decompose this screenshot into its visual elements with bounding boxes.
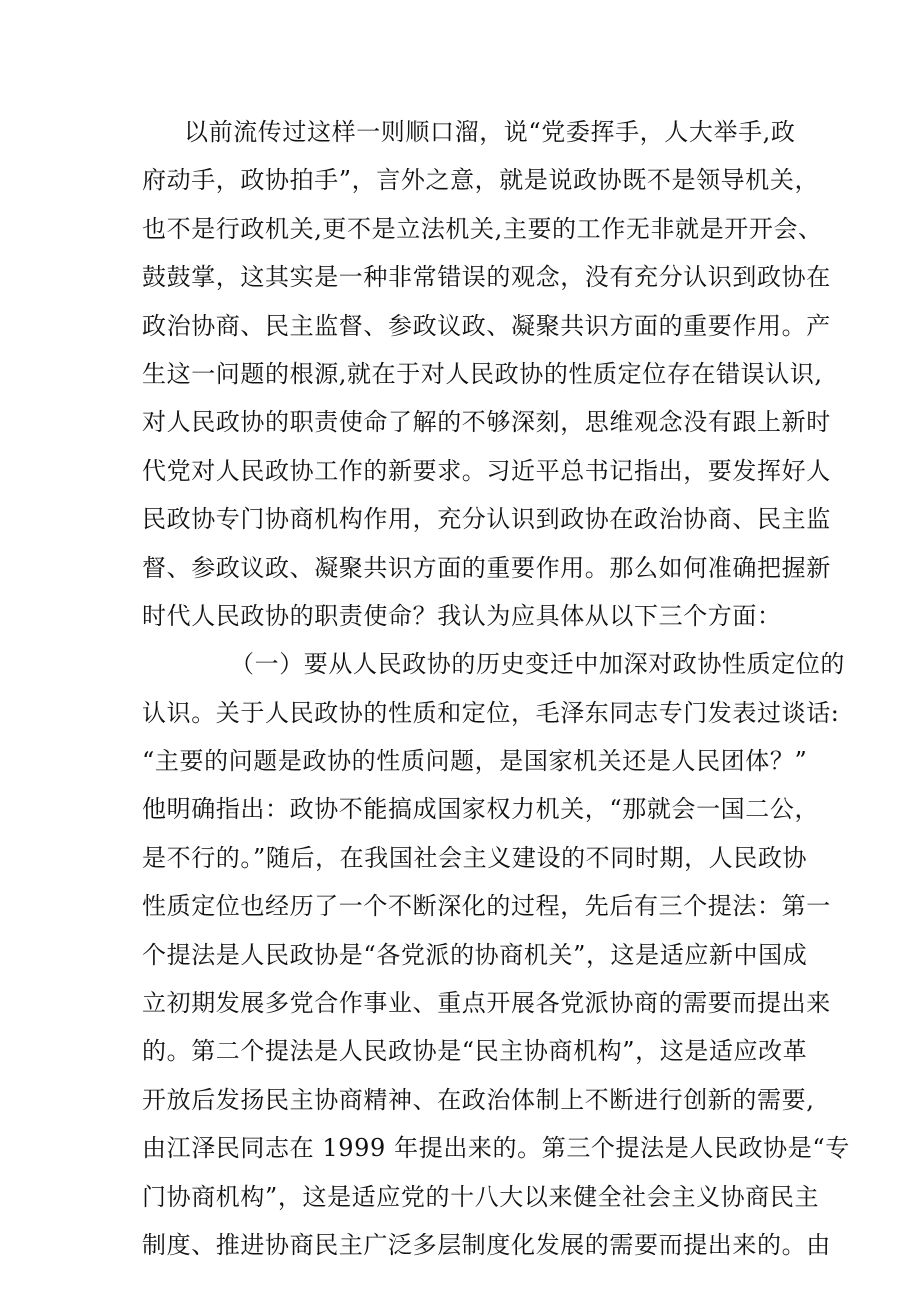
- text-line: 以前流传过这样一则顺口溜，说“党委挥手，人大举手,政: [184, 118, 796, 146]
- text-line: 门协商机构”，这是适应党的十八大以来健全社会主义协商民主: [142, 1182, 820, 1211]
- text-line: 由江泽民同志在 1999 年提出来的。第三个提法是人民政协是“专: [142, 1134, 850, 1163]
- text-line: 府动手，政协拍手”，言外之意，就是说政协既不是领导机关，: [142, 166, 820, 195]
- text-line: 督、参政议政、凝聚共识方面的重要作用。那么如何准确把握新: [142, 553, 831, 582]
- text-line: 开放后发扬民主协商精神、在政治体制上不断进行创新的需要,: [142, 1085, 815, 1114]
- text-line: 生这一问题的根源,就在于对人民政协的性质定位存在错误认识,: [142, 359, 823, 388]
- text-line: 对人民政协的职责使命了解的不够深刻，思维观念没有跟上新时: [142, 408, 831, 437]
- text-line: 也不是行政机关,更不是立法机关,主要的工作无非就是开开会、: [142, 214, 823, 243]
- text-line: 制度、推进协商民主广泛多层制度化发展的需要而提出来的。由: [142, 1230, 831, 1259]
- text-line: 代党对人民政协工作的新要求。习近平总书记指出，要发挥好人: [142, 456, 831, 485]
- text-line: 个提法是人民政协是“各党派的协商机关”，这是适应新中国成: [142, 940, 808, 969]
- text-line: 立初期发展多党合作事业、重点开展各党派协商的需要而提出来: [142, 989, 831, 1018]
- text-line: 的。第二个提法是人民政协是“民主协商机构”，这是适应改革: [142, 1037, 808, 1066]
- text-line: 认识。关于人民政协的性质和定位，毛泽东同志专门发表过谈话:: [142, 698, 840, 727]
- text-line: 鼓鼓掌，这其实是一种非常错误的观念，没有充分认识到政协在: [142, 263, 831, 292]
- paragraph: [142, 108, 831, 640]
- text-line: 他明确指出：政协不能搞成国家权力机关，“那就会一国二公，: [142, 795, 820, 824]
- paragraph: [142, 640, 850, 1269]
- text-line: “主要的问题是政协的性质问题，是国家机关还是人民团体？”: [142, 747, 808, 776]
- text-line: 是不行的。”随后，在我国社会主义建设的不同时期，人民政协: [142, 843, 808, 872]
- text-line: 时代人民政协的职责使命？我认为应具体从以下三个方面：: [142, 601, 782, 630]
- document-body: [142, 108, 850, 1269]
- text-line: （一）要从人民政协的历史变迁中加深对政协性质定位的: [230, 650, 845, 679]
- text-line: 性质定位也经历了一个不断深化的过程，先后有三个提法：第一: [142, 892, 831, 921]
- text-line: 民政协专门协商机构作用，充分认识到政协在政治协商、民主监: [142, 505, 831, 534]
- text-line: 政治协商、民主监督、参政议政、凝聚共识方面的重要作用。产: [142, 311, 831, 340]
